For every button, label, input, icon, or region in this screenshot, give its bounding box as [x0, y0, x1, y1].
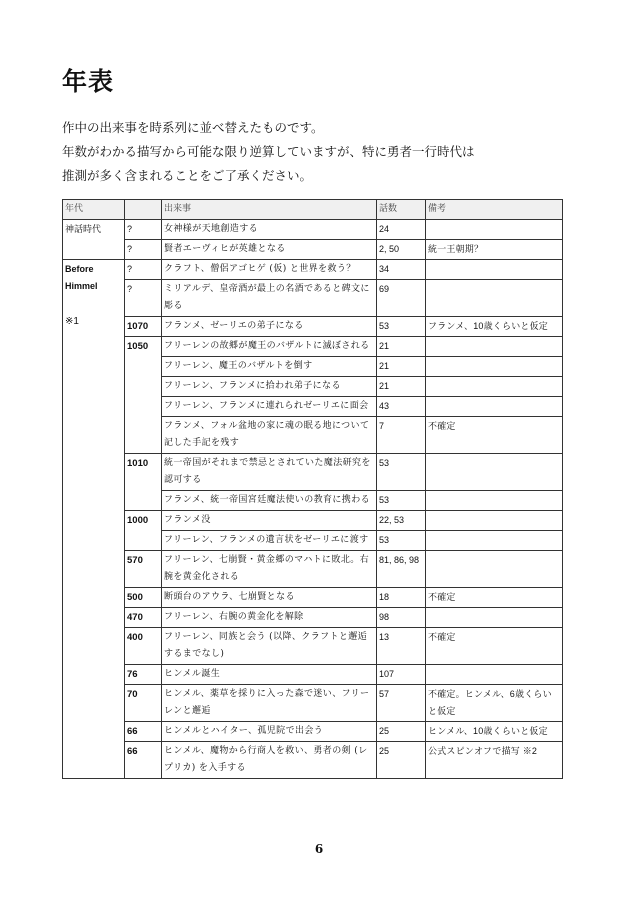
era-label: Before	[65, 264, 94, 274]
episode-cell: 98	[377, 608, 426, 628]
note-cell	[426, 280, 563, 317]
table-row	[63, 337, 563, 357]
year-cell	[125, 685, 162, 722]
episode-cell: 21	[377, 357, 426, 377]
era-label: Himmel	[65, 281, 98, 291]
era-footnote-mark: ※1	[65, 316, 79, 327]
episode-cell: 21	[377, 337, 426, 357]
year-value: 1000	[127, 515, 149, 526]
episode-cell: 25	[377, 722, 426, 742]
episode-cell: 13	[377, 628, 426, 665]
note-cell: ヒンメル、10歳くらいと仮定	[426, 722, 563, 742]
intro-line: 推測が多く含まれることをご了承ください。	[62, 168, 313, 183]
episode-cell: 24	[377, 220, 426, 240]
table-row	[63, 685, 563, 722]
episode-cell: 107	[377, 665, 426, 685]
episode-cell: 18	[377, 588, 426, 608]
intro-line: 作中の出来事を時系列に並べ替えたものです。	[62, 120, 324, 135]
intro-text	[62, 116, 582, 188]
table-row	[63, 608, 563, 628]
year-cell	[125, 742, 162, 779]
header-note: 備考	[426, 200, 563, 220]
table-row	[63, 240, 563, 260]
note-cell	[426, 511, 563, 531]
timeline-table	[62, 199, 563, 779]
event-cell: フランメ、統一帝国宮廷魔法使いの教育に携わる	[162, 491, 377, 511]
note-cell: 不確定	[426, 588, 563, 608]
event-cell: クラフト、僧侶アゴヒゲ (仮) と世界を救う？	[162, 260, 377, 280]
event-cell: フランメ、フォル盆地の家に魂の眠る地について記した手記を残す	[162, 417, 377, 454]
event-cell: ヒンメル誕生	[162, 665, 377, 685]
event-cell: フリーレン、右腕の黄金化を解除	[162, 608, 377, 628]
table-row	[63, 722, 563, 742]
episode-cell: 25	[377, 742, 426, 779]
event-cell: ミリアルデ、皇帝酒が最上の名酒であると碑文に彫る	[162, 280, 377, 317]
table-row	[63, 628, 563, 665]
note-cell	[426, 491, 563, 511]
event-cell: フランメ没	[162, 511, 377, 531]
year-value: 1010	[127, 458, 149, 469]
event-cell: 女神様が天地創造する	[162, 220, 377, 240]
episode-cell: 53	[377, 317, 426, 337]
year-cell	[125, 511, 162, 551]
year-cell	[125, 608, 162, 628]
note-cell	[426, 220, 563, 240]
event-cell: フリーレン、魔王のバザルトを倒す	[162, 357, 377, 377]
year-value: 500	[127, 592, 143, 603]
event-cell: フランメ、ゼーリエの弟子になる	[162, 317, 377, 337]
year-value: 66	[127, 726, 138, 737]
year-cell	[125, 317, 162, 337]
note-cell	[426, 454, 563, 491]
year-cell	[125, 337, 162, 454]
year-cell: ?	[125, 280, 162, 317]
event-cell: ヒンメル、魔物から行商人を救い、勇者の剣 (レプリカ) を入手する	[162, 742, 377, 779]
header-era: 年代	[63, 200, 125, 220]
event-cell: フリーレン、フランメに拾われ弟子になる	[162, 377, 377, 397]
event-cell: 断頭台のアウラ、七崩賢となる	[162, 588, 377, 608]
header-year	[125, 200, 162, 220]
page-title: 年表	[62, 67, 115, 96]
year-cell	[125, 588, 162, 608]
event-cell: 賢者エーヴィヒが英雄となる	[162, 240, 377, 260]
table-row	[63, 511, 563, 531]
episode-cell: 2, 50	[377, 240, 426, 260]
note-cell	[426, 260, 563, 280]
year-cell	[125, 628, 162, 665]
year-cell	[125, 551, 162, 588]
year-cell	[125, 454, 162, 511]
table-row	[63, 588, 563, 608]
episode-cell: 53	[377, 454, 426, 491]
table-row	[63, 665, 563, 685]
intro-line: 年数がわかる描写から可能な限り逆算していますが、特に勇者一行時代は	[62, 144, 475, 159]
year-value: 470	[127, 612, 143, 623]
table-row	[63, 280, 563, 317]
note-cell	[426, 397, 563, 417]
table-row	[63, 551, 563, 588]
note-cell	[426, 608, 563, 628]
year-value: 570	[127, 555, 143, 566]
year-cell: ?	[125, 260, 162, 280]
era-label: 神話時代	[65, 224, 102, 234]
year-value: 400	[127, 632, 143, 643]
event-cell: フリーレン、フランメの遺言状をゼーリエに渡す	[162, 531, 377, 551]
table-row	[63, 454, 563, 491]
episode-cell: 81, 86, 98	[377, 551, 426, 588]
event-cell: フリーレン、同族と会う (以降、クラフトと邂逅するまでなし)	[162, 628, 377, 665]
header-event: 出来事	[162, 200, 377, 220]
year-cell	[125, 722, 162, 742]
note-cell	[426, 337, 563, 357]
event-cell: 統一帝国がそれまで禁忌とされていた魔法研究を認可する	[162, 454, 377, 491]
year-value: 76	[127, 669, 138, 680]
table-row	[63, 742, 563, 779]
year-value: 70	[127, 689, 138, 700]
table-row	[63, 220, 563, 240]
era-cell	[63, 260, 125, 779]
event-cell: ヒンメルとハイター、孤児院で出会う	[162, 722, 377, 742]
note-cell	[426, 357, 563, 377]
note-cell: 公式スピンオフで描写 ※2	[426, 742, 563, 779]
note-cell: フランメ、10歳くらいと仮定	[426, 317, 563, 337]
note-cell: 統一王朝期？	[426, 240, 563, 260]
episode-cell: 22, 53	[377, 511, 426, 531]
note-cell: 不確定。ヒンメル、6歳くらいと仮定	[426, 685, 563, 722]
year-cell: ?	[125, 240, 162, 260]
event-cell: ヒンメル、薬草を採りに入った森で迷い、フリーレンと邂逅	[162, 685, 377, 722]
episode-cell: 69	[377, 280, 426, 317]
table-row	[63, 260, 563, 280]
year-cell: ?	[125, 220, 162, 240]
event-cell: フリーレン、七崩賢・黄金郷のマハトに敗北。右腕を黄金化される	[162, 551, 377, 588]
year-value: 1050	[127, 341, 149, 352]
note-cell	[426, 551, 563, 588]
table-row	[63, 317, 563, 337]
episode-cell: 7	[377, 417, 426, 454]
note-cell	[426, 377, 563, 397]
episode-cell: 53	[377, 531, 426, 551]
year-value: 66	[127, 746, 138, 757]
note-cell: 不確定	[426, 417, 563, 454]
era-cell	[63, 220, 125, 260]
event-cell: フリーレンの故郷が魔王のバザルトに滅ぼされる	[162, 337, 377, 357]
episode-cell: 53	[377, 491, 426, 511]
episode-cell: 21	[377, 377, 426, 397]
header-episode: 話数	[377, 200, 426, 220]
episode-cell: 43	[377, 397, 426, 417]
note-cell	[426, 665, 563, 685]
year-cell	[125, 665, 162, 685]
note-cell: 不確定	[426, 628, 563, 665]
episode-cell: 57	[377, 685, 426, 722]
event-cell: フリーレン、フランメに連れられゼーリエに面会	[162, 397, 377, 417]
episode-cell: 34	[377, 260, 426, 280]
year-value: 1070	[127, 321, 149, 332]
note-cell	[426, 531, 563, 551]
page-number: 6	[314, 842, 324, 856]
table-header-row	[63, 200, 563, 220]
